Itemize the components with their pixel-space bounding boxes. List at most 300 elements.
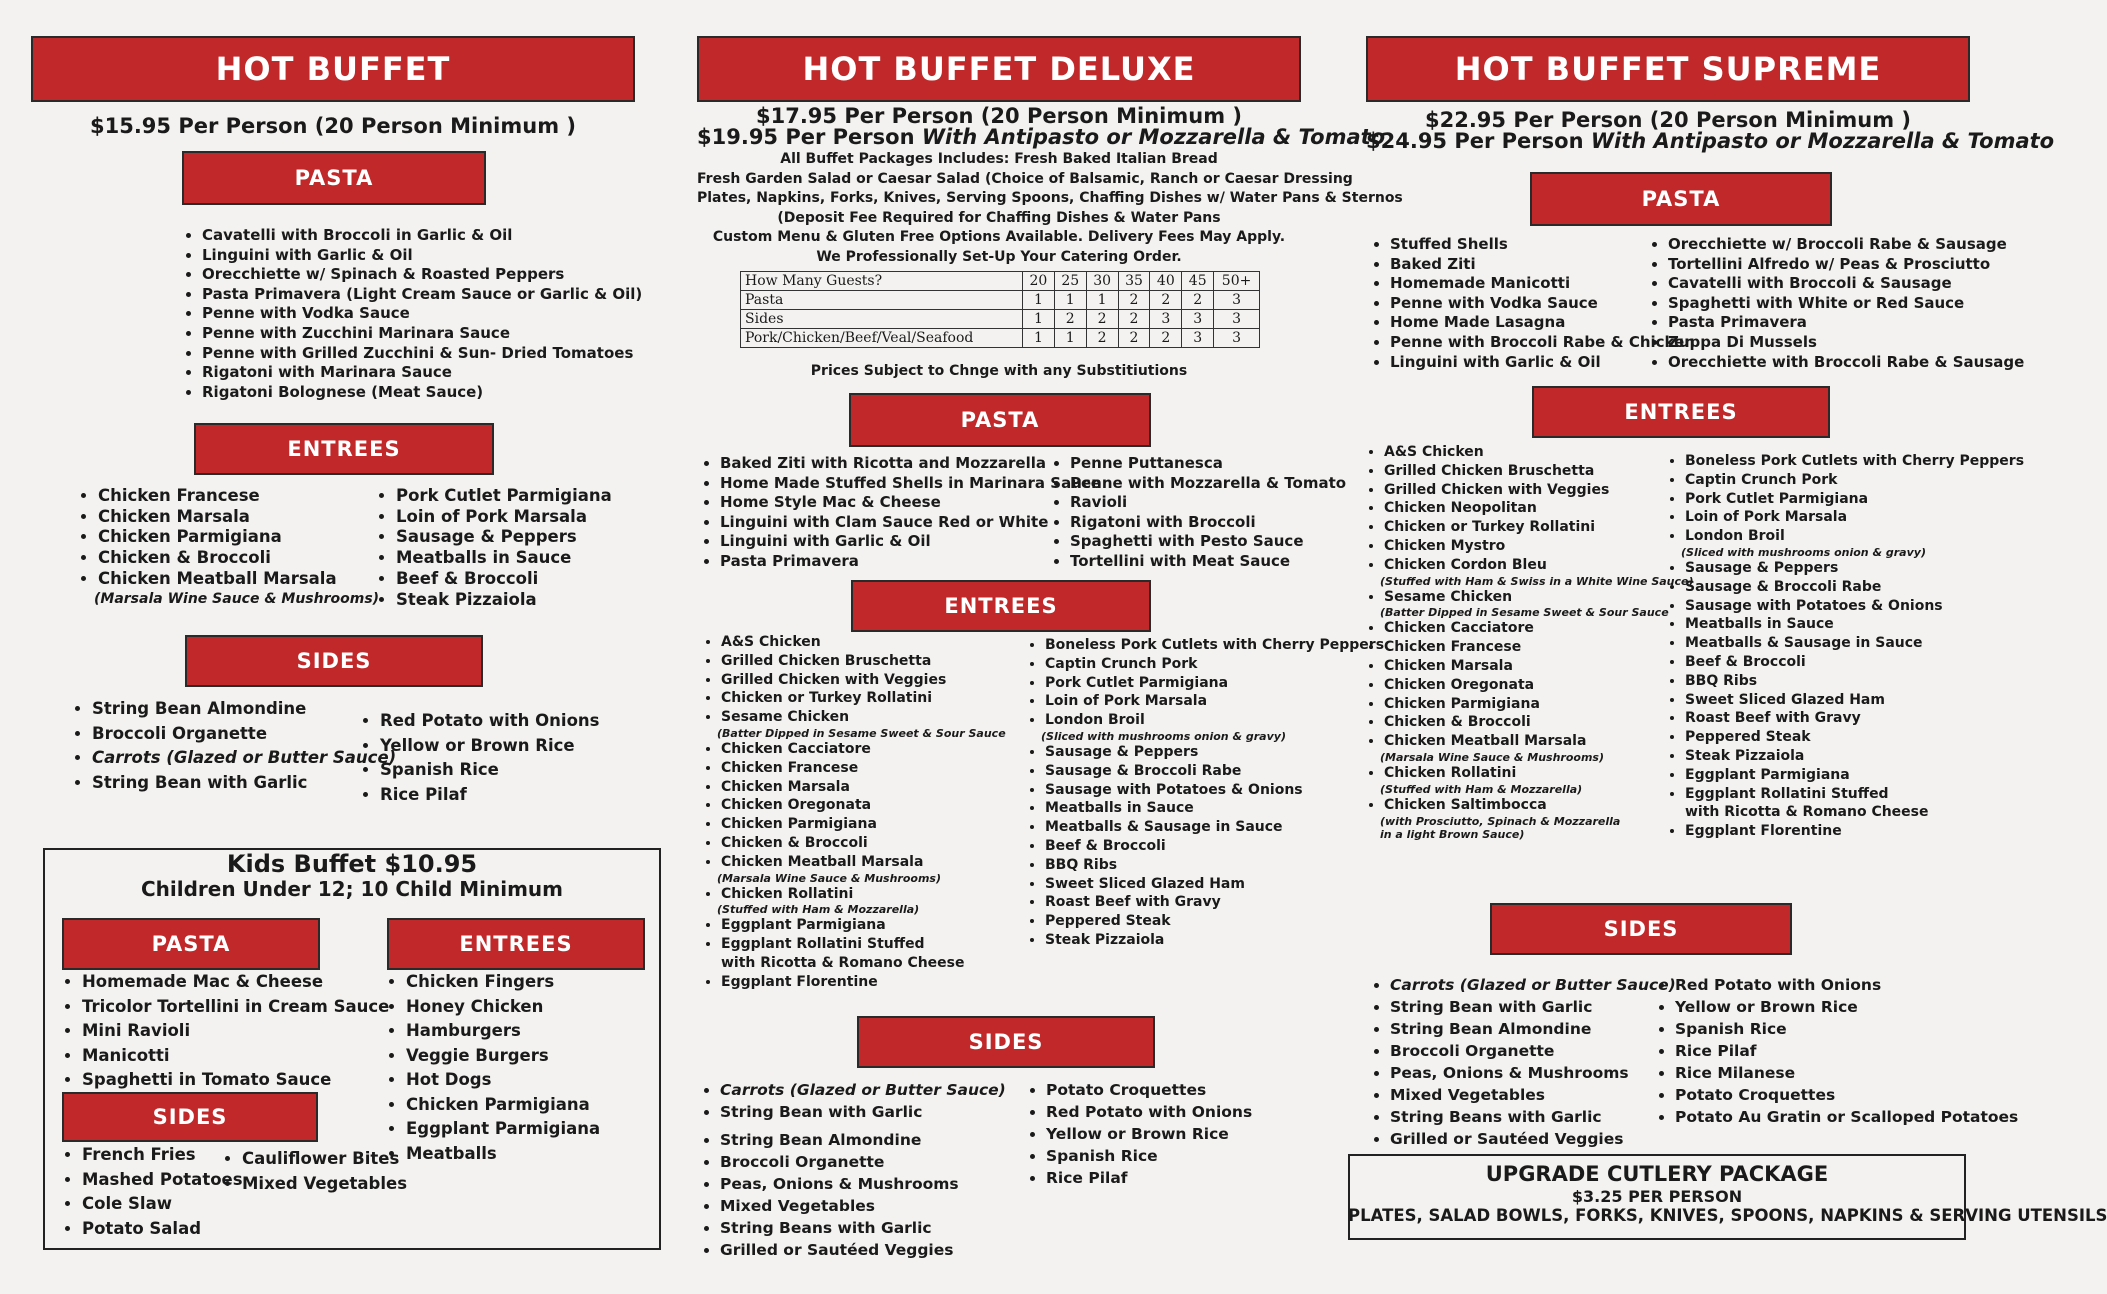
list-item [1685, 508, 2024, 527]
list-item: • Rice Pilaf [380, 783, 599, 808]
item-label: Chicken Meatball Marsala [721, 853, 924, 870]
list-item [1685, 578, 2024, 597]
list-item: • Red Potato with Onions [1046, 1101, 1252, 1123]
item-label: Sausage & Peppers [1045, 743, 1199, 760]
list-item [1384, 657, 1694, 676]
deluxe-pasta-left [696, 454, 1101, 572]
kids-pasta-list [58, 970, 389, 1093]
list-item: • Linguini with Garlic & Oil [720, 532, 1101, 552]
list-item [1685, 728, 2024, 747]
list-item: • Penne with Zucchini Marinara Sauce [202, 324, 642, 344]
table-cell: 3 [1214, 329, 1260, 348]
table-cell: 3 [1214, 291, 1260, 310]
list-item: • Chicken Fingers [406, 970, 600, 995]
hot-buffet-sides-left [68, 697, 396, 795]
list-item: • Sausage & Peppers [396, 527, 612, 548]
table-row [741, 329, 1260, 348]
list-item: • Carrots (Glazed or Butter Sauce) [92, 746, 396, 771]
deluxe-entrees-right [1021, 636, 1384, 950]
list-item: • Broccoli Organette [1390, 1040, 1676, 1062]
list-item: • Zuppa Di Mussels [1668, 333, 2024, 353]
list-item: • Broccoli Organette [720, 1151, 1006, 1173]
list-item [721, 689, 1006, 708]
list-item [1380, 588, 1694, 620]
table-cell: 3 [1214, 310, 1260, 329]
list-item [721, 973, 1006, 992]
list-item: • Peas, Onions & Mushrooms [720, 1173, 1006, 1195]
item-label: Roast Beef with Gravy [1045, 894, 1221, 911]
item-label: Sausage & Peppers [1685, 559, 1839, 576]
deluxe-price-2 [697, 125, 1386, 149]
list-item: • Rigatoni Bolognese (Meat Sauce) [202, 383, 642, 403]
list-item [1045, 875, 1384, 894]
list-item [1384, 499, 1694, 518]
list-item: • Pork Cutlet Parmigiana [396, 486, 612, 507]
table-cell: 2 [1086, 329, 1118, 348]
list-item: • Chicken Marsala [98, 507, 379, 528]
list-item: • Orecchiette w/ Broccoli Rabe & Sausage [1668, 235, 2024, 255]
item-label: Eggplant Parmigiana [1685, 766, 1850, 783]
list-item [1045, 799, 1384, 818]
deluxe-pasta-header: PASTA [849, 393, 1151, 447]
list-item: • Manicotti [82, 1044, 389, 1069]
item-label: Beef & Broccoli [1685, 653, 1806, 670]
list-item: • Carrots (Glazed or Butter Sauce) [720, 1079, 1006, 1101]
list-item [1045, 692, 1384, 711]
list-item [1685, 597, 2024, 616]
list-item [1685, 747, 2024, 766]
item-label: A&S Chicken [1384, 444, 1484, 460]
item-label: Grilled Chicken Bruschetta [1384, 462, 1595, 479]
list-item: • Spaghetti in Tomato Sauce [82, 1068, 389, 1093]
item-label: Grilled Chicken with Veggies [721, 671, 947, 688]
deluxe-sides-header: SIDES [857, 1016, 1155, 1068]
list-item: • Rigatoni with Marinara Sauce [202, 363, 642, 383]
item-label: Sesame Chicken [721, 709, 850, 726]
item-label: Chicken Meatball Marsala [1384, 733, 1587, 750]
item-label: Captin Crunch Pork [1045, 655, 1198, 672]
list-item [1685, 766, 2024, 785]
list-item: • Penne with Mozzarella & Tomato [1070, 474, 1346, 494]
item-label: BBQ Ribs [1045, 856, 1118, 873]
table-cell: 2 [1086, 310, 1118, 329]
item-label: Sausage & Broccoli Rabe [1685, 578, 1882, 595]
list-item [94, 568, 380, 608]
list-item [1384, 638, 1694, 657]
list-item: • Tricolor Tortellini in Cream Sauce [82, 995, 389, 1020]
item-note: (Sliced with mushrooms onion & gravy) [1041, 729, 1286, 743]
hot-buffet-entrees-header: ENTREES [194, 423, 494, 475]
list-item: • Honey Chicken [406, 995, 600, 1020]
table-cell: 1 [1054, 291, 1086, 310]
list-item: • Penne with Grilled Zucchini & Sun- Dried Tomatoes [202, 344, 642, 364]
list-item: • Penne with Vodka Sauce [202, 304, 642, 324]
list-item [1045, 912, 1384, 931]
item-label: Boneless Pork Cutlets with Cherry Peppers [1685, 453, 2025, 469]
list-item [1045, 636, 1384, 655]
supreme-sides-left [1366, 974, 1676, 1150]
list-item [1045, 781, 1384, 800]
deluxe-sides-right [1022, 1079, 1252, 1189]
kids-sides-left [58, 1143, 243, 1241]
list-item: • Home Made Lasagna [1390, 313, 1695, 333]
item-label: Sesame Chicken [1384, 588, 1513, 605]
item-label: Chicken Parmigiana [721, 816, 877, 833]
list-item: • Beef & Broccoli [396, 569, 612, 590]
list-item: • Mashed Potatoes [82, 1168, 243, 1193]
table-row [741, 310, 1260, 329]
list-item [1685, 785, 2024, 804]
item-label: with Ricotta & Romano Cheese [721, 954, 965, 971]
deluxe-sides-left [696, 1079, 1006, 1261]
supreme-pasta-header: PASTA [1530, 172, 1832, 226]
list-item: • Spaghetti with White or Red Sauce [1668, 294, 2024, 314]
list-item [721, 796, 1006, 815]
kids-pasta-header: PASTA [62, 918, 320, 970]
supreme-entrees-header: ENTREES [1532, 386, 1830, 438]
table-cell: 1 [1022, 310, 1054, 329]
list-item: • Yellow or Brown Rice [1046, 1123, 1252, 1145]
list-item: • Yellow or Brown Rice [380, 734, 599, 759]
item-label: Peppered Steak [1045, 913, 1171, 930]
item-note: in a light Brown Sauce) [1380, 827, 1525, 841]
list-item: • Meatballs in Sauce [396, 548, 612, 569]
item-label: Chicken Rollatini [1384, 764, 1517, 781]
list-item: • Rice Pilaf [1675, 1040, 2018, 1062]
item-label: London Broil [1685, 528, 1785, 545]
hot-buffet-entrees-right [372, 486, 612, 610]
list-item [1384, 695, 1694, 714]
list-item: • Ravioli [1070, 493, 1346, 513]
item-label: Chicken & Broccoli [721, 834, 868, 851]
item-label: Sausage with Potatoes & Onions [1685, 597, 1943, 614]
item-note: (Marsala Wine Sauce & Mushrooms) [717, 871, 941, 885]
item-note: (Batter Dipped in Sesame Sweet & Sour Sauce [717, 726, 1006, 740]
item-label: Chicken or Turkey Rollatini [1384, 519, 1596, 536]
list-item [1380, 764, 1694, 796]
list-item [1384, 537, 1694, 556]
list-item [1045, 674, 1384, 693]
list-item: • Broccoli Organette [92, 722, 396, 747]
table-cell: 2 [1150, 291, 1182, 310]
list-item: • Steak Pizzaiola [396, 590, 612, 611]
list-item [721, 916, 1006, 935]
list-item: • Grilled or Sautéed Veggies [1390, 1128, 1676, 1150]
table-cell: 1 [1086, 291, 1118, 310]
list-item: • Cole Slaw [82, 1192, 243, 1217]
item-label: Roast Beef with Gravy [1685, 710, 1861, 727]
list-item [1685, 803, 2024, 822]
item-label: Chicken & Broccoli [1384, 714, 1531, 731]
table-cell: 25 [1054, 272, 1086, 291]
supreme-entrees-right [1661, 452, 2024, 841]
list-item: • Loin of Pork Marsala [396, 507, 612, 528]
item-label: Chicken Oregonata [1384, 676, 1535, 693]
list-item [1685, 653, 2024, 672]
list-item: • Penne with Broccoli Rabe & Chicken [1390, 333, 1695, 353]
list-item [1041, 711, 1384, 743]
list-item: • Yellow or Brown Rice [1675, 996, 2018, 1018]
list-item: • Mixed Vegetables [242, 1172, 407, 1197]
item-note: (with Prosciutto, Spinach & Mozzarella [1380, 814, 1621, 828]
list-item: • Meatballs [406, 1142, 600, 1167]
table-row [741, 291, 1260, 310]
list-item: • Spaghetti with Pesto Sauce [1070, 532, 1346, 552]
kids-entrees-header: ENTREES [387, 918, 645, 970]
list-item: • Orecchiette w/ Spinach & Roasted Peppers [202, 265, 642, 285]
item-label: Grilled Chicken Bruschetta [721, 652, 932, 669]
item-label: Chicken Parmigiana [1384, 695, 1540, 712]
table-cell: 3 [1150, 310, 1182, 329]
list-item: • Stuffed Shells [1390, 235, 1695, 255]
hot-buffet-entrees-left [74, 486, 379, 608]
deluxe-title: HOT BUFFET DELUXE [697, 36, 1301, 102]
item-label: Chicken Marsala [1384, 657, 1513, 674]
item-label: Boneless Pork Cutlets with Cherry Peppers [1045, 637, 1385, 653]
row-label: Pasta [741, 291, 1023, 310]
list-item: • Home Style Mac & Cheese [720, 493, 1101, 513]
item-label: Meatballs in Sauce [1685, 616, 1834, 633]
item-label: A&S Chicken [721, 634, 821, 650]
hot-buffet-sides-header: SIDES [185, 635, 483, 687]
list-item: • Linguini with Clam Sauce Red or White [720, 513, 1101, 533]
table-row [741, 272, 1260, 291]
list-item [1045, 762, 1384, 781]
table-cell: 1 [1022, 329, 1054, 348]
list-item [1045, 655, 1384, 674]
list-item [1384, 518, 1694, 537]
list-item: • Potato Salad [82, 1217, 243, 1242]
list-item: • Spanish Rice [1046, 1145, 1252, 1167]
list-item: • Rice Milanese [1675, 1062, 2018, 1084]
list-item: • Red Potato with Onions [1675, 974, 2018, 996]
deluxe-pasta-right [1046, 454, 1346, 572]
list-item [1380, 796, 1694, 841]
list-item: • Chicken & Broccoli [98, 548, 379, 569]
list-item: • Grilled or Sautéed Veggies [720, 1239, 1006, 1261]
list-item: • Carrots (Glazed or Butter Sauce) [1390, 974, 1676, 996]
list-item [1681, 527, 2024, 559]
hot-buffet-pasta-header: PASTA [182, 151, 486, 205]
list-item: • Chicken Francese [98, 486, 379, 507]
list-item [1384, 443, 1694, 462]
item-note: (Batter Dipped in Sesame Sweet & Sour Sauce [1380, 606, 1669, 620]
table-cell: 50+ [1214, 272, 1260, 291]
item-label: Pork Cutlet Parmigiana [1045, 674, 1229, 691]
table-cell: 30 [1086, 272, 1118, 291]
list-item [717, 853, 1006, 885]
info-line: All Buffet Packages Includes: Fresh Baked Italian Bread [780, 151, 1218, 167]
list-item: • String Bean with Garlic [92, 771, 396, 796]
list-item [1685, 634, 2024, 653]
item-label: Chicken Cacciatore [721, 740, 871, 757]
deluxe-entrees-left [697, 633, 1006, 992]
item-label: Sausage with Potatoes & Onions [1045, 781, 1303, 798]
table-cell: 1 [1022, 291, 1054, 310]
list-item: • Pasta Primavera [1668, 313, 2024, 333]
item-note: (Stuffed with Ham & Swiss in a White Wine Sauce) [1380, 574, 1694, 588]
list-item: • Baked Ziti [1390, 255, 1695, 275]
list-item [1685, 471, 2024, 490]
list-item [1045, 856, 1384, 875]
deluxe-entrees-header: ENTREES [851, 580, 1151, 632]
table-cell: 2 [1150, 329, 1182, 348]
list-item: • Orecchiette with Broccoli Rabe & Sausage [1668, 353, 2024, 373]
table-cell: 2 [1118, 291, 1150, 310]
table-cell: 35 [1118, 272, 1150, 291]
list-item [721, 935, 1006, 954]
list-item: • Pasta Primavera [720, 552, 1101, 572]
list-item: • Rigatoni with Broccoli [1070, 513, 1346, 533]
table-cell: 3 [1182, 329, 1214, 348]
list-item [1380, 732, 1694, 764]
item-label: Loin of Pork Marsala [1045, 693, 1208, 710]
list-item [1685, 822, 2024, 841]
list-item: • Tortellini Alfredo w/ Peas & Prosciutto [1668, 255, 2024, 275]
item-label: Chicken Marsala [721, 778, 850, 795]
list-item: • Veggie Burgers [406, 1044, 600, 1069]
item-label: Chicken Mystro [1384, 537, 1506, 554]
item-label: Chicken Neopolitan [1384, 500, 1537, 517]
item-label: Eggplant Parmigiana [721, 917, 886, 934]
price-option: With Antipasto or Mozzarella & Tomato [1590, 129, 2055, 153]
item-label: Sweet Sliced Glazed Ham [1685, 691, 1885, 708]
item-label: Grilled Chicken with Veggies [1384, 481, 1610, 498]
list-item: • Home Made Stuffed Shells in Marinara Sauce [720, 474, 1101, 494]
info-line: Custom Menu & Gluten Free Options Available. Delivery Fees May Apply. [712, 229, 1286, 245]
list-item: • Linguini with Garlic & Oil [202, 246, 642, 266]
item-label: with Ricotta & Romano Cheese [1685, 804, 1929, 821]
kids-sides-right [218, 1147, 407, 1196]
list-item: • Hamburgers [406, 1019, 600, 1044]
list-item: • Baked Ziti with Ricotta and Mozzarella [720, 454, 1101, 474]
list-item: • Hot Dogs [406, 1068, 600, 1093]
list-item [1685, 452, 2024, 471]
info-line: Fresh Garden Salad or Caesar Salad (Choice of Balsamic, Ranch or Caesar Dressing [697, 170, 1353, 187]
info-line: Plates, Napkins, Forks, Knives, Serving Spoons, Chaffing Dishes w/ Water Pans & Sternos [697, 190, 1403, 206]
list-item [721, 954, 1006, 973]
list-item [717, 885, 1006, 917]
list-item [721, 652, 1006, 671]
row-label: Sides [741, 310, 1023, 329]
list-item [1384, 713, 1694, 732]
kids-sides-header: SIDES [62, 1092, 318, 1142]
hot-buffet-price: $15.95 Per Person (20 Person Minimum ) [89, 114, 576, 138]
list-item: • Potato Au Gratin or Scalloped Potatoes [1675, 1106, 2018, 1128]
list-item [1685, 691, 2024, 710]
list-item: • Chicken Parmigiana [406, 1093, 600, 1118]
item-label: Chicken Francese [721, 759, 859, 776]
list-item [1045, 818, 1384, 837]
table-cell: 2 [1118, 329, 1150, 348]
info-line: We Professionally Set-Up Your Catering Order. [816, 248, 1182, 265]
list-item: • Potato Croquettes [1675, 1084, 2018, 1106]
item-label: Steak Pizzaiola [1045, 931, 1165, 948]
list-item: • Eggplant Parmigiana [406, 1117, 600, 1142]
list-item [1045, 893, 1384, 912]
price-label: $24.95 Per Person [1366, 129, 1591, 153]
list-item: • French Fries [82, 1143, 243, 1168]
item-label: Meatballs & Sausage in Sauce [1685, 635, 1923, 652]
item-label: Loin of Pork Marsala [1685, 509, 1848, 526]
list-item [1045, 837, 1384, 856]
list-item: • Red Potato with Onions [380, 709, 599, 734]
list-item: • String Bean Almondine [720, 1129, 1006, 1151]
hot-buffet-pasta-list [178, 226, 642, 402]
item-label: Eggplant Rollatini Stuffed [721, 936, 925, 953]
list-item: • Spanish Rice [380, 758, 599, 783]
item-label: Sausage & Broccoli Rabe [1045, 762, 1242, 779]
list-item [721, 815, 1006, 834]
supreme-title: HOT BUFFET SUPREME [1366, 36, 1970, 102]
price-option: With Antipasto or Mozzarella & Tomato [921, 125, 1386, 149]
kids-buffet-title: Kids Buffet $10.95 [226, 850, 478, 878]
supreme-pasta-right [1644, 235, 2024, 372]
list-item [721, 778, 1006, 797]
item-label: Sweet Sliced Glazed Ham [1045, 875, 1245, 892]
item-note: (Stuffed with Ham & Mozzarella) [717, 903, 920, 917]
item-note: (Marsala Wine Sauce & Mushrooms) [94, 590, 380, 607]
table-cell: 40 [1150, 272, 1182, 291]
list-item: • String Bean with Garlic [720, 1101, 1006, 1123]
list-item [1384, 676, 1694, 695]
item-label: BBQ Ribs [1685, 672, 1758, 689]
list-item: • Penne Puttanesca [1070, 454, 1346, 474]
item-note: (Stuffed with Ham & Mozzarella) [1380, 782, 1583, 796]
list-item: • String Beans with Garlic [720, 1217, 1006, 1239]
item-label: London Broil [1045, 712, 1145, 729]
list-item: • Mini Ravioli [82, 1019, 389, 1044]
list-item [1045, 931, 1384, 950]
hot-buffet-title: HOT BUFFET [31, 36, 635, 102]
list-item [1384, 462, 1694, 481]
row-label: How Many Guests? [741, 272, 1023, 291]
row-label: Pork/Chicken/Beef/Veal/Seafood [741, 329, 1023, 348]
list-item [1384, 619, 1694, 638]
item-label: Peppered Steak [1685, 729, 1811, 746]
list-item: • Tortellini with Meat Sauce [1070, 552, 1346, 572]
list-item: • Potato Croquettes [1046, 1079, 1252, 1101]
item-label: Pork Cutlet Parmigiana [1685, 490, 1869, 507]
item-label: Chicken Francese [1384, 639, 1522, 656]
list-item [1384, 481, 1694, 500]
list-item [721, 759, 1006, 778]
list-item: • Cavatelli with Broccoli & Sausage [1668, 274, 2024, 294]
list-item [1685, 490, 2024, 509]
deluxe-price-1: $17.95 Per Person (20 Person Minimum ) [755, 104, 1242, 128]
item-label: Chicken Oregonata [721, 797, 872, 814]
supreme-price-2 [1366, 129, 2055, 153]
list-item [721, 633, 1006, 652]
deluxe-info [697, 150, 1403, 267]
info-line: (Deposit Fee Required for Chaffing Dishes & Water Pans [777, 209, 1221, 226]
item-label: Chicken Cordon Bleu [1384, 556, 1547, 573]
list-item: • Pasta Primavera (Light Cream Sauce or Garlic & Oil) [202, 285, 642, 305]
item-label: Captin Crunch Pork [1685, 471, 1838, 488]
list-item [717, 708, 1006, 740]
item-label: Meatballs in Sauce [1045, 800, 1194, 817]
list-item: • Cauliflower Bites [242, 1147, 407, 1172]
supreme-sides-right [1651, 974, 2018, 1128]
list-item [1685, 559, 2024, 578]
list-item [721, 740, 1006, 759]
cutlery-title: UPGRADE CUTLERY PACKAGE [1485, 1162, 1829, 1186]
list-item: • Penne with Vodka Sauce [1390, 294, 1695, 314]
list-item: • Mixed Vegetables [1390, 1084, 1676, 1106]
list-item [1685, 709, 2024, 728]
list-item: • Linguini with Garlic & Oil [1390, 353, 1695, 373]
list-item: • String Bean Almondine [1390, 1018, 1676, 1040]
